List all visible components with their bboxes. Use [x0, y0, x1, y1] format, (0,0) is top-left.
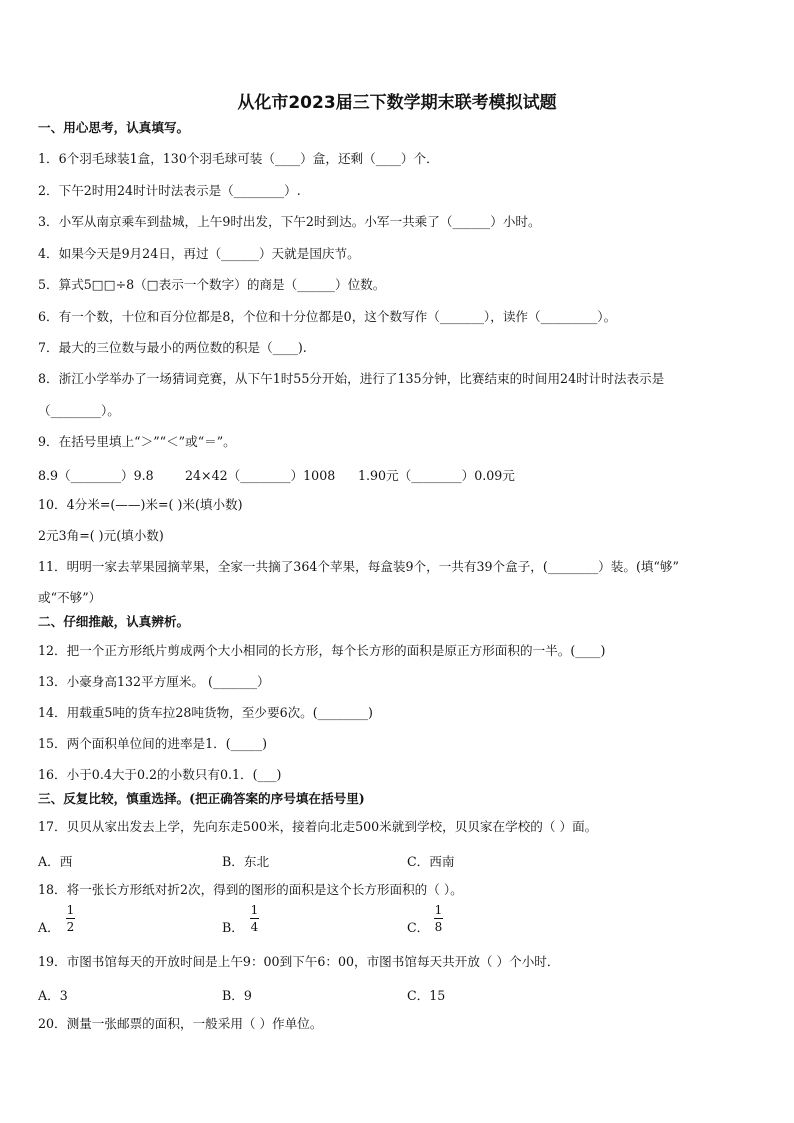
question-10-line-2: 2元3角=( )元(填小数)	[38, 528, 164, 543]
question-11-line-1: 11．明明一家去苹果园摘苹果，全家一共摘了364个苹果，每盒装9个，一共有39个盒子，(________）装。(填“够”	[38, 559, 679, 574]
question-17-option-b: B．东北	[222, 854, 270, 869]
fraction-bar	[66, 918, 75, 919]
question-8-line-1: 8．浙江小学举办了一场猜词竞赛，从下午1时55分开始，进行了135分钟，比赛结束的时间用24时计时法表示是	[38, 371, 665, 386]
question-9-item-b: 24×42（________）1008	[185, 468, 336, 483]
question-18-option-a: A．	[38, 920, 60, 935]
question-3: 3．小军从南京乘车到盐城，上午9时出发，下午2时到达。小军一共乘了（______）小时。	[38, 214, 541, 229]
page-title: 从化市2023届三下数学期末联考模拟试题	[237, 93, 557, 113]
fraction-denominator: 2	[66, 920, 75, 934]
question-18-fraction-c	[434, 903, 443, 934]
question-10-line-1: 10．4分米=(——)米=( )米(填小数)	[38, 497, 243, 512]
fraction-numerator: 1	[250, 903, 259, 917]
question-9-item-c: 1.90元（________）0.09元	[358, 468, 515, 483]
question-6: 6．有一个数，十位和百分位都是8，个位和十分位都是0，这个数写作（_______），读作（_________）。	[38, 309, 617, 324]
fraction-bar	[250, 918, 259, 919]
question-18-fraction-b	[250, 903, 259, 934]
section-heading-2: 二、仔细推敲，认真辨析。	[38, 614, 190, 629]
question-18-option-c: C．	[407, 920, 430, 935]
question-4: 4．如果今天是9月24日，再过（______）天就是国庆节。	[38, 246, 360, 261]
question-17-option-c: C．西南	[407, 854, 455, 869]
question-8-line-2: （________）。	[38, 403, 120, 418]
fraction-denominator: 8	[434, 920, 443, 934]
question-19-option-b: B．9	[222, 988, 252, 1003]
question-11-line-2: 或“不够”）	[38, 590, 102, 605]
question-9: 9．在括号里填上“＞”“＜”或“＝”。	[38, 434, 236, 449]
fraction-denominator: 4	[250, 920, 259, 934]
question-13: 13．小豪身高132平方厘米。 (_______）	[38, 674, 270, 689]
question-15: 15．两个面积单位间的进率是1．(_____)	[38, 736, 268, 751]
fraction-numerator: 1	[66, 903, 75, 917]
question-9-item-a: 8.9（________）9.8	[38, 468, 154, 483]
question-14: 14．用载重5吨的货车拉28吨货物，至少要6次。(________)	[38, 705, 373, 720]
question-17-option-a: A．西	[38, 854, 73, 869]
question-19-option-c: C．15	[407, 988, 446, 1003]
question-18-option-b: B．	[222, 920, 244, 935]
question-5: 5．算式5□□÷8（□表示一个数字）的商是（______）位数。	[38, 277, 386, 292]
question-17: 17．贝贝从家出发去上学，先向东走500米，接着向北走500米就到学校，贝贝家在学校的（ ）面。	[38, 819, 598, 834]
question-20: 20．测量一张邮票的面积，一般采用（ ）作单位。	[38, 1016, 323, 1031]
question-19: 19．市图书馆每天的开放时间是上午9：00到下午6：00，市图书馆每天共开放（ ）个小时．	[38, 954, 560, 969]
question-16: 16．小于0.4大于0.2的小数只有0.1．(___)	[38, 767, 282, 782]
question-7: 7．最大的三位数与最小的两位数的积是（____).	[38, 340, 307, 355]
section-heading-3: 三、反复比较，慎重选择。(把正确答案的序号填在括号里)	[38, 791, 365, 806]
question-2: 2．下午2时用24时计时法表示是（________）.	[38, 183, 301, 198]
fraction-bar	[434, 918, 443, 919]
section-heading-1: 一、用心思考，认真填写。	[38, 120, 190, 135]
question-12: 12．把一个正方形纸片剪成两个大小相同的长方形，每个长方形的面积是原正方形面积的一半。(____)	[38, 643, 606, 658]
fraction-numerator: 1	[434, 903, 443, 917]
question-18-fraction-a	[66, 903, 75, 934]
question-1: 1．6个羽毛球装1盒，130个羽毛球可装（____）盒，还剩（____）个．	[38, 151, 439, 166]
question-18: 18．将一张长方形纸对折2次，得到的图形的面积是这个长方形面积的（ ）。	[38, 882, 463, 897]
question-19-option-a: A．3	[38, 988, 68, 1003]
